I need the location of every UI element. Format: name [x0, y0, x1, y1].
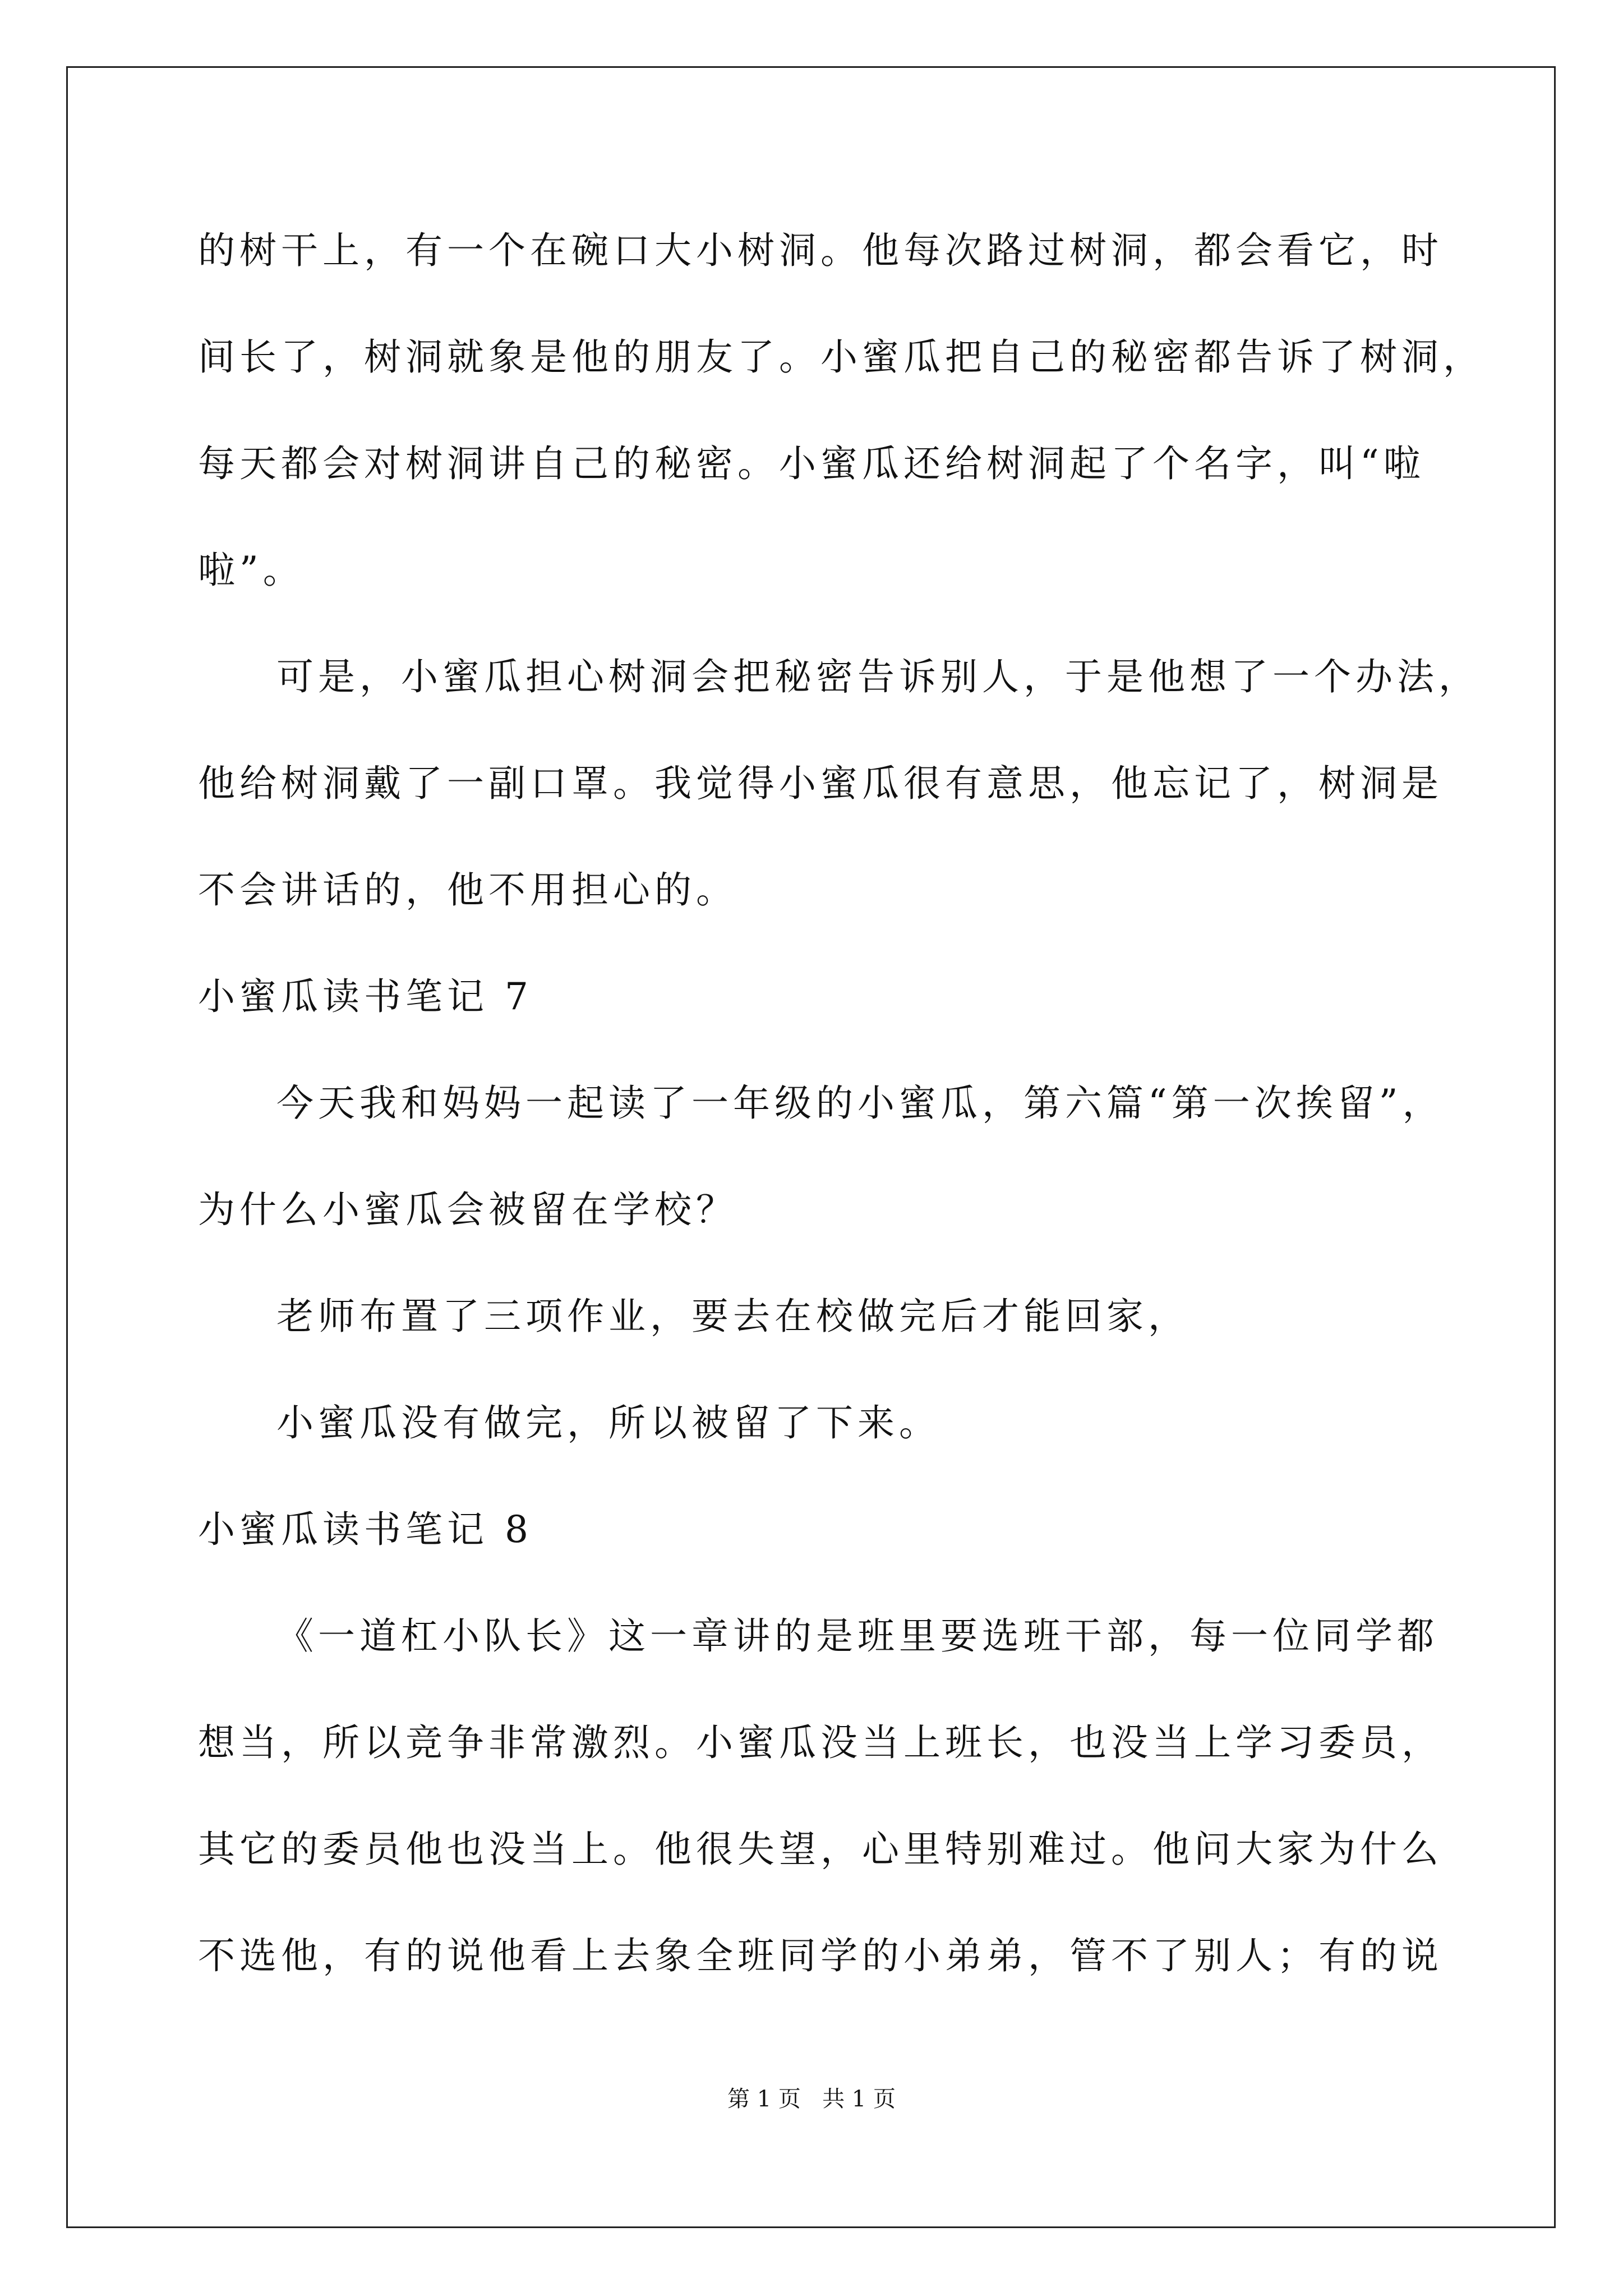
text-line-5: 可是，小蜜瓜担心树洞会把秘密告诉别人，于是他想了一个办法， [276, 655, 1480, 698]
document-body [198, 209, 1484, 2021]
text-line-16: 其它的委员他也没当上。他很失望，心里特别难过。他问大家为什么 [198, 1828, 1443, 1871]
section-heading-8: 小蜜瓜读书笔记 8 [198, 1508, 533, 1551]
text-line-17: 不选他，有的说他看上去象全班同学的小弟弟，管不了别人；有的说 [198, 1934, 1443, 1977]
text-line-1: 的树干上，有一个在碗口大小树洞。他每次路过树洞，都会看它，时 [198, 229, 1443, 272]
text-line-11: 老师布置了三项作业，要去在校做完后才能回家， [276, 1295, 1189, 1338]
page-footer: 第 1 页 共 1 页 [727, 2086, 896, 2112]
text-line-14: 《一道杠小队长》这一章讲的是班里要选班干部，每一位同学都 [276, 1614, 1438, 1658]
text-line-6: 他给树洞戴了一副口罩。我觉得小蜜瓜很有意思，他忘记了，树洞是 [198, 762, 1443, 805]
text-line-3: 每天都会对树洞讲自己的秘密。小蜜瓜还给树洞起了个名字，叫“啦 [198, 442, 1425, 485]
text-line-4: 啦”。 [198, 549, 305, 592]
text-line-7: 不会讲话的，他不用担心的。 [198, 868, 737, 912]
text-line-2: 间长了，树洞就象是他的朋友了。小蜜瓜把自己的秘密都告诉了树洞， [198, 335, 1484, 379]
text-line-10: 为什么小蜜瓜会被留在学校？ [198, 1188, 737, 1231]
section-heading-7: 小蜜瓜读书笔记 7 [198, 975, 533, 1018]
text-line-12: 小蜜瓜没有做完，所以被留了下来。 [276, 1401, 940, 1444]
text-line-9: 今天我和妈妈一起读了一年级的小蜜瓜，第六篇“第一次挨留”， [276, 1082, 1444, 1125]
text-line-15: 想当，所以竞争非常激烈。小蜜瓜没当上班长，也没当上学习委员， [198, 1721, 1443, 1764]
